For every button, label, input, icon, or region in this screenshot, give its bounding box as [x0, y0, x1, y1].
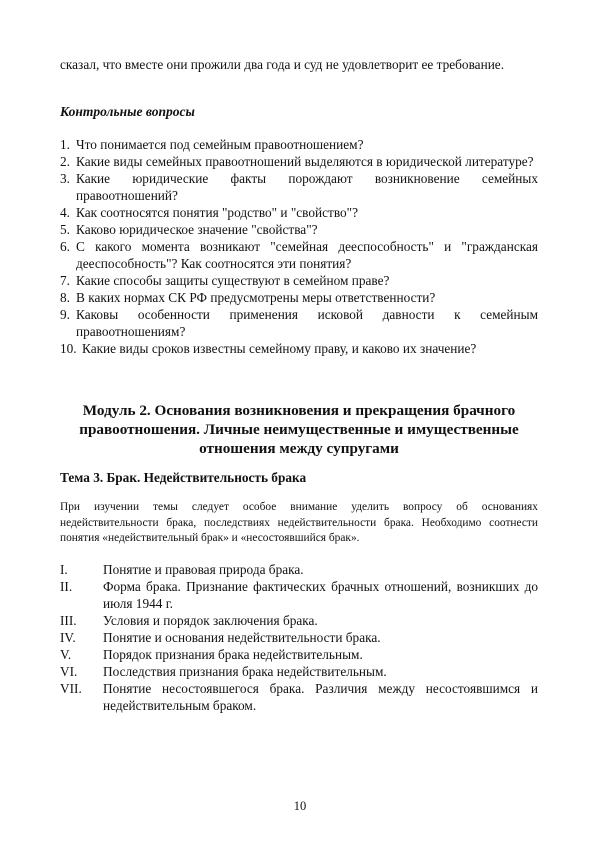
item-number: II.	[60, 579, 73, 594]
list-item	[60, 170, 538, 204]
list-item	[60, 153, 538, 170]
list-item	[60, 340, 538, 357]
list-item	[60, 578, 538, 612]
item-number: 4.	[60, 205, 70, 220]
item-text: Какие виды семейных правоотношений выделяются в юридической литературе?	[76, 154, 534, 169]
list-item	[60, 136, 538, 153]
item-number: 8.	[60, 290, 70, 305]
item-text: Что понимается под семейным правоотношением?	[76, 137, 364, 152]
item-number: 7.	[60, 273, 70, 288]
topic-items-list	[60, 561, 538, 714]
list-item	[60, 221, 538, 238]
list-item	[60, 663, 538, 680]
list-item	[60, 306, 538, 340]
item-number: V.	[60, 647, 72, 662]
list-item	[60, 561, 538, 578]
list-item	[60, 238, 538, 272]
page-number: 10	[293, 799, 307, 813]
item-number: 2.	[60, 154, 70, 169]
item-text: Понятие несостоявшегося брака. Различия между несостоявшимся и недействительным браком.	[103, 681, 538, 713]
item-text: В каких нормах СК РФ предусмотрены меры ответственности?	[76, 290, 436, 305]
list-item	[60, 646, 538, 663]
list-item	[60, 272, 538, 289]
item-text: Как соотносятся понятия "родство" и "свойство"?	[76, 205, 359, 220]
list-item	[60, 629, 538, 646]
topic-note: При изучении темы следует особое внимание уделить вопросу об основаниях недействительности брака, последствиях недействительности брака. Необходимо соотнести понятия «недействительный брак» и «несостоявшийся брак».	[60, 501, 538, 544]
list-item	[60, 612, 538, 629]
item-text: Понятие и правовая природа брака.	[103, 562, 304, 577]
item-number: 6.	[60, 239, 70, 254]
item-number: VI.	[60, 664, 78, 679]
item-text: Какие юридические факты порождают возникновение семейных правоотношений?	[76, 171, 538, 203]
item-number: 10.	[60, 341, 77, 356]
item-text: Какие способы защиты существуют в семейном праве?	[76, 273, 390, 288]
item-number: III.	[60, 613, 77, 628]
list-item	[60, 680, 538, 714]
item-number: 9.	[60, 307, 70, 322]
topic-title: Тема 3. Брак. Недействительность брака	[60, 470, 307, 485]
item-text: Порядок признания брака недействительным.	[103, 647, 363, 662]
item-text: С какого момента возникают "семейная дееспособность" и "гражданская дееспособность"? Как соотносятся эти понятия?	[76, 239, 538, 271]
item-text: Условия и порядок заключения брака.	[103, 613, 318, 628]
questions-list	[60, 136, 538, 357]
item-number: I.	[60, 562, 68, 577]
module-title: Модуль 2. Основания возникновения и прекращения брачного правоотношения. Личные неимущественные и имущественные отношения между супругами	[79, 402, 519, 457]
intro-paragraph: сказал, что вместе они прожили два года и суд не удовлетворит ее требование.	[60, 57, 505, 72]
list-item	[60, 289, 538, 306]
item-text: Форма брака. Признание фактических брачных отношений, возникших до июля 1944 г.	[103, 579, 538, 611]
item-number: 3.	[60, 171, 70, 186]
item-text: Каково юридическое значение "свойства"?	[76, 222, 318, 237]
item-number: 1.	[60, 137, 70, 152]
item-text: Понятие и основания недействительности брака.	[103, 630, 381, 645]
item-text: Последствия признания брака недействительным.	[103, 664, 387, 679]
item-number: 5.	[60, 222, 70, 237]
list-item	[60, 204, 538, 221]
item-text: Какие виды сроков известны семейному праву, и каково их значение?	[82, 341, 477, 356]
item-number: VII.	[60, 681, 82, 696]
questions-heading: Контрольные вопросы	[60, 104, 195, 119]
item-text: Каковы особенности применения исковой давности к семейным правоотношениям?	[76, 307, 538, 339]
item-number: IV.	[60, 630, 76, 645]
